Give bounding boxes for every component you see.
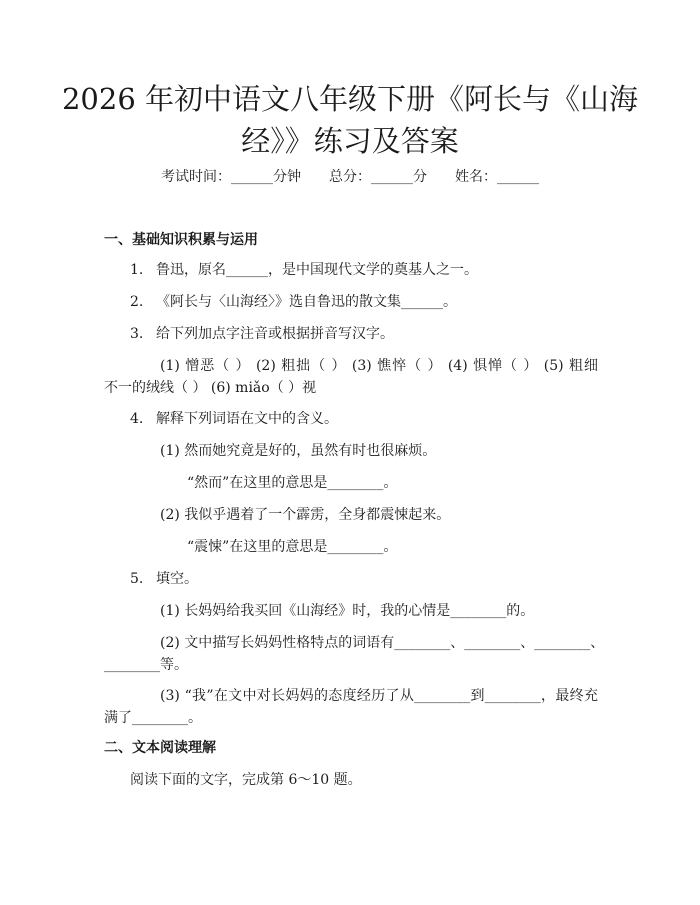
- question-4-sub-2: (2) 我似乎遇着了一个霹雳，全身都震悚起来。: [160, 507, 451, 523]
- section-2-intro: 阅读下面的文字，完成第 6～10 题。: [130, 772, 362, 788]
- exam-score: 总分：______分: [329, 169, 427, 185]
- title-line-1: 2026 年初中语文八年级下册《阿长与《山海: [61, 82, 639, 116]
- question-1: [130, 260, 624, 280]
- question-number: 4.: [130, 411, 144, 427]
- question-3: [130, 324, 624, 344]
- question-5-sub-2-line-2: ________等。: [104, 657, 188, 673]
- title-line-2: 经》》练习及答案: [241, 124, 459, 158]
- question-number: 5.: [130, 571, 144, 587]
- question-text: 鲁迅，原名______，是中国现代文学的奠基人之一。: [156, 262, 478, 278]
- question-5-sub-3-line-2: 满了________。: [104, 710, 202, 726]
- question-5-sub-3-line-1: (3) “我”在文中对长妈妈的态度经历了从________到________，最终充: [160, 688, 598, 704]
- document-title: [60, 78, 640, 162]
- question-4-sub-1: (1) 然而她究竟是好的，虽然有时也很麻烦。: [160, 443, 437, 459]
- question-3-items-line-1: (1) 憎恶（ ） (2) 粗拙（ ） (3) 憔悴（ ） (4) 惧惮（ ） (5) 粗细: [160, 358, 598, 374]
- question-text: 给下列加点字注音或根据拼音写汉字。: [156, 326, 394, 342]
- question-number: 2.: [130, 294, 144, 310]
- question-5-sub-2-line-1: (2) 文中描写长妈妈性格特点的词语有________、________、________、: [160, 635, 605, 651]
- exam-meta: [0, 167, 700, 187]
- question-text: 《阿长与〈山海经〉》选自鲁迅的散文集______。: [156, 294, 457, 310]
- question-text: 填空。: [156, 571, 198, 587]
- question-5: [130, 569, 624, 589]
- section-1-heading: 一、基础知识积累与运用: [104, 232, 258, 248]
- question-number: 1.: [130, 262, 144, 278]
- exam-time: 考试时间：______分钟: [161, 169, 301, 185]
- section-2-heading: 二、文本阅读理解: [104, 740, 216, 756]
- question-text: 解释下列词语在文中的含义。: [156, 411, 338, 427]
- question-4: [130, 409, 624, 429]
- question-4-sub-1-answer: “然而”在这里的意思是________。: [187, 475, 398, 491]
- question-number: 3.: [130, 326, 144, 342]
- question-2: [130, 292, 624, 312]
- question-4-sub-2-answer: “震悚”在这里的意思是________。: [187, 539, 398, 555]
- question-3-items-line-2: 不一的绒线（ ） (6) miǎo（ ）视: [104, 380, 317, 396]
- question-5-sub-1: (1) 长妈妈给我买回《山海经》时，我的心情是________的。: [160, 603, 535, 619]
- student-name: 姓名：______: [455, 169, 539, 185]
